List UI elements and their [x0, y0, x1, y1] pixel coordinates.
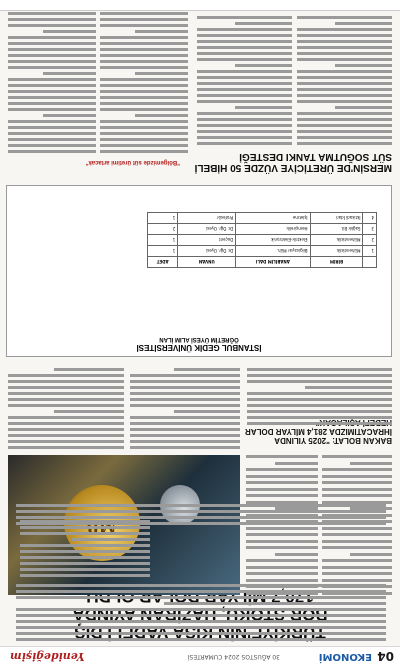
text-line — [197, 46, 292, 49]
text-line — [130, 392, 240, 395]
text-line — [246, 482, 318, 485]
table-cell: 1 — [148, 246, 178, 257]
table-cell: 2 — [363, 235, 377, 246]
text-line — [246, 488, 318, 491]
text-line — [16, 522, 386, 525]
table-header-cell: UNVAN — [178, 257, 236, 268]
text-line — [246, 527, 318, 530]
text-line — [197, 40, 292, 43]
text-line — [16, 584, 386, 587]
table-row — [148, 213, 377, 224]
text-line — [16, 638, 386, 641]
table-cell: 2 — [148, 224, 178, 235]
text-line — [20, 562, 150, 565]
article-subhead: BAKAN BOLAT: "2025 YILINDA İHRACATIMIZDA 281,4 MİLYAR DOLAR — [245, 427, 392, 445]
text-line — [130, 398, 240, 401]
text-line — [197, 58, 292, 61]
text-line — [197, 28, 292, 31]
text-line — [8, 54, 96, 57]
text-line — [297, 100, 392, 103]
text-line — [20, 574, 150, 577]
text-line — [130, 446, 240, 449]
text-line — [20, 532, 150, 535]
text-line — [8, 36, 96, 39]
text-line — [8, 132, 96, 135]
text-line — [235, 106, 292, 109]
text-line — [8, 102, 96, 105]
text-line — [197, 136, 292, 139]
text-line — [100, 36, 188, 39]
text-line — [100, 78, 188, 81]
text-line — [8, 48, 96, 51]
text-line — [297, 70, 392, 73]
announcement-subtitle: ÖĞRETİM ÜYESİ ALIM İLAN — [159, 336, 239, 342]
text-line — [8, 126, 96, 129]
text-line — [322, 482, 392, 485]
text-line — [247, 422, 392, 425]
text-line — [130, 428, 240, 431]
text-line — [8, 380, 124, 383]
table-cell: 3 — [363, 224, 377, 235]
table-row — [148, 246, 377, 257]
text-line — [246, 579, 318, 582]
text-line — [100, 54, 188, 57]
text-line — [197, 124, 292, 127]
text-line — [100, 18, 188, 21]
table-row — [148, 224, 377, 235]
text-line — [135, 30, 188, 33]
text-line — [130, 434, 240, 437]
text-line — [246, 495, 318, 498]
text-line — [16, 590, 386, 593]
text-line — [197, 76, 292, 79]
text-line — [100, 132, 188, 135]
text-line — [197, 16, 292, 19]
text-line — [8, 416, 124, 419]
text-line — [297, 34, 392, 37]
text-line — [197, 82, 292, 85]
table-cell: Bilgisayar Müh. — [236, 246, 310, 257]
text-line — [174, 368, 240, 371]
text-line — [247, 398, 392, 401]
text-line — [130, 422, 240, 425]
text-line — [8, 120, 96, 123]
text-line — [297, 40, 392, 43]
table-cell: İktisadi İdari — [310, 213, 363, 224]
text-line — [350, 462, 392, 465]
text-line — [16, 626, 386, 629]
table-cell: Elektrik-Elektronik — [236, 235, 310, 246]
text-line — [246, 573, 318, 576]
text-line — [247, 392, 392, 395]
text-line — [16, 510, 386, 513]
page-number: 04 — [377, 649, 394, 663]
text-line — [135, 72, 188, 75]
text-line — [247, 416, 392, 419]
text-line — [20, 568, 150, 571]
table-header-cell — [363, 257, 377, 268]
text-line — [246, 534, 318, 537]
red-quote: "Bölgemizde süt üretimi artacak" — [85, 159, 180, 165]
text-line — [16, 632, 386, 635]
text-line — [130, 416, 240, 419]
text-line — [297, 88, 392, 91]
text-line — [297, 82, 392, 85]
text-line — [8, 84, 96, 87]
section-label: EKONOMİ — [318, 651, 372, 662]
table-cell: Hemşirelik — [236, 224, 310, 235]
text-line — [100, 138, 188, 141]
text-line — [8, 386, 124, 389]
text-line — [8, 24, 96, 27]
text-line — [164, 602, 386, 605]
text-line — [8, 446, 124, 449]
text-line — [197, 130, 292, 133]
text-line — [246, 475, 318, 478]
text-line — [235, 64, 292, 67]
text-line — [72, 538, 150, 541]
text-line — [8, 422, 124, 425]
job-announcement-box — [6, 185, 392, 357]
text-line — [100, 96, 188, 99]
text-line — [297, 94, 392, 97]
newspaper-logo: Yenideğişim — [10, 650, 85, 663]
text-line — [322, 547, 392, 550]
text-line — [335, 64, 392, 67]
text-line — [130, 386, 240, 389]
text-line — [197, 34, 292, 37]
table-cell: 1 — [148, 213, 178, 224]
text-line — [8, 404, 124, 407]
text-line — [322, 527, 392, 530]
text-line — [16, 620, 386, 623]
text-line — [20, 550, 150, 553]
text-line — [197, 94, 292, 97]
text-line — [8, 428, 124, 431]
text-line — [297, 124, 392, 127]
text-line — [100, 90, 188, 93]
text-line — [247, 380, 392, 383]
text-line — [8, 108, 96, 111]
text-line — [100, 66, 188, 69]
text-line — [246, 547, 318, 550]
text-line — [322, 540, 392, 543]
text-line — [297, 118, 392, 121]
text-line — [297, 16, 392, 19]
text-line — [297, 28, 392, 31]
text-line — [174, 410, 240, 413]
text-line — [100, 60, 188, 63]
text-line — [8, 434, 124, 437]
text-line — [16, 608, 386, 611]
text-line — [130, 440, 240, 443]
text-line — [247, 374, 392, 377]
table-row — [148, 235, 377, 246]
text-line — [297, 58, 392, 61]
table-header-cell: ANABİLİM DALI — [236, 257, 310, 268]
text-line — [100, 144, 188, 147]
text-line — [54, 410, 124, 413]
text-line — [8, 12, 96, 15]
table-cell: Dr. Öğr. Üyesi — [178, 246, 236, 257]
text-line — [350, 553, 392, 556]
text-line — [247, 404, 392, 407]
text-line — [43, 114, 96, 117]
table-cell: 1 — [363, 246, 377, 257]
text-line — [322, 534, 392, 537]
text-line — [322, 488, 392, 491]
text-line — [197, 112, 292, 115]
table-cell: Sağlık Bil. — [310, 224, 363, 235]
text-line — [335, 106, 392, 109]
text-line — [197, 142, 292, 145]
text-line — [322, 573, 392, 576]
text-line — [322, 469, 392, 472]
text-line — [100, 102, 188, 105]
text-line — [20, 544, 150, 547]
text-line — [100, 108, 188, 111]
text-line — [322, 495, 392, 498]
text-line — [246, 566, 318, 569]
text-line — [100, 120, 188, 123]
text-line — [16, 614, 386, 617]
text-line — [297, 142, 392, 145]
text-line — [16, 516, 386, 519]
text-line — [100, 24, 188, 27]
text-line — [130, 374, 240, 377]
text-line — [100, 48, 188, 51]
text-line — [8, 440, 124, 443]
position-table — [147, 212, 377, 268]
table-cell: Mühendislik — [310, 235, 363, 246]
text-line — [43, 30, 96, 33]
text-line — [275, 553, 318, 556]
text-line — [16, 596, 386, 599]
text-line — [246, 456, 318, 459]
table-header-cell: ADET — [148, 257, 178, 268]
text-line — [8, 60, 96, 63]
text-line — [20, 556, 150, 559]
text-line — [54, 368, 124, 371]
text-line — [197, 70, 292, 73]
text-line — [297, 130, 392, 133]
text-line — [100, 126, 188, 129]
text-line — [130, 404, 240, 407]
text-line — [322, 566, 392, 569]
text-line — [8, 138, 96, 141]
text-line — [8, 66, 96, 69]
text-line — [322, 560, 392, 563]
text-line — [8, 392, 124, 395]
table-cell: Mühendislik — [310, 246, 363, 257]
table-cell: Profesör — [178, 213, 236, 224]
text-line — [8, 90, 96, 93]
text-line — [297, 112, 392, 115]
text-line — [322, 475, 392, 478]
text-line — [246, 540, 318, 543]
text-line — [8, 144, 96, 147]
text-line — [8, 18, 96, 21]
text-line — [197, 100, 292, 103]
page-footer — [0, 0, 400, 11]
text-line — [246, 560, 318, 563]
text-line — [297, 136, 392, 139]
text-line — [197, 52, 292, 55]
text-line — [297, 46, 392, 49]
text-line — [297, 52, 392, 55]
text-line — [130, 380, 240, 383]
text-line — [20, 526, 150, 529]
page-header — [0, 646, 400, 665]
text-line — [275, 462, 318, 465]
text-line — [247, 368, 392, 371]
text-line — [8, 374, 124, 377]
issue-date: 30 AĞUSTOS 2024 CUMARTESİ — [187, 653, 280, 660]
table-cell: 1 — [148, 235, 178, 246]
text-line — [8, 78, 96, 81]
text-line — [100, 150, 188, 153]
text-line — [100, 42, 188, 45]
text-line — [100, 12, 188, 15]
text-line — [235, 22, 292, 25]
text-line — [43, 72, 96, 75]
text-line — [322, 579, 392, 582]
bottom-headline: MERSİN'DE ÜRETİCİYE VÜZDE 50 HİBELİ SÜT SOĞUTMA TANKI DESTEĞİ — [194, 151, 392, 173]
text-line — [8, 42, 96, 45]
text-line — [247, 410, 392, 413]
text-line — [197, 118, 292, 121]
text-line — [8, 398, 124, 401]
text-line — [8, 150, 96, 153]
text-line — [335, 22, 392, 25]
text-line — [322, 456, 392, 459]
table-cell: Doçent — [178, 235, 236, 246]
text-line — [246, 469, 318, 472]
text-line — [16, 504, 386, 507]
text-line — [8, 96, 96, 99]
table-cell: 4 — [363, 213, 377, 224]
text-line — [197, 88, 292, 91]
text-line — [135, 114, 188, 117]
text-line — [297, 76, 392, 79]
table-header-cell: BİRİM — [310, 257, 363, 268]
table-cell: İşletme — [236, 213, 310, 224]
text-line — [100, 84, 188, 87]
table-cell: Dr. Öğr. Üyesi — [178, 224, 236, 235]
announcement-title: İSTANBUL GEDİK ÜNİVERSİTESİ — [136, 343, 262, 352]
text-line — [305, 386, 392, 389]
